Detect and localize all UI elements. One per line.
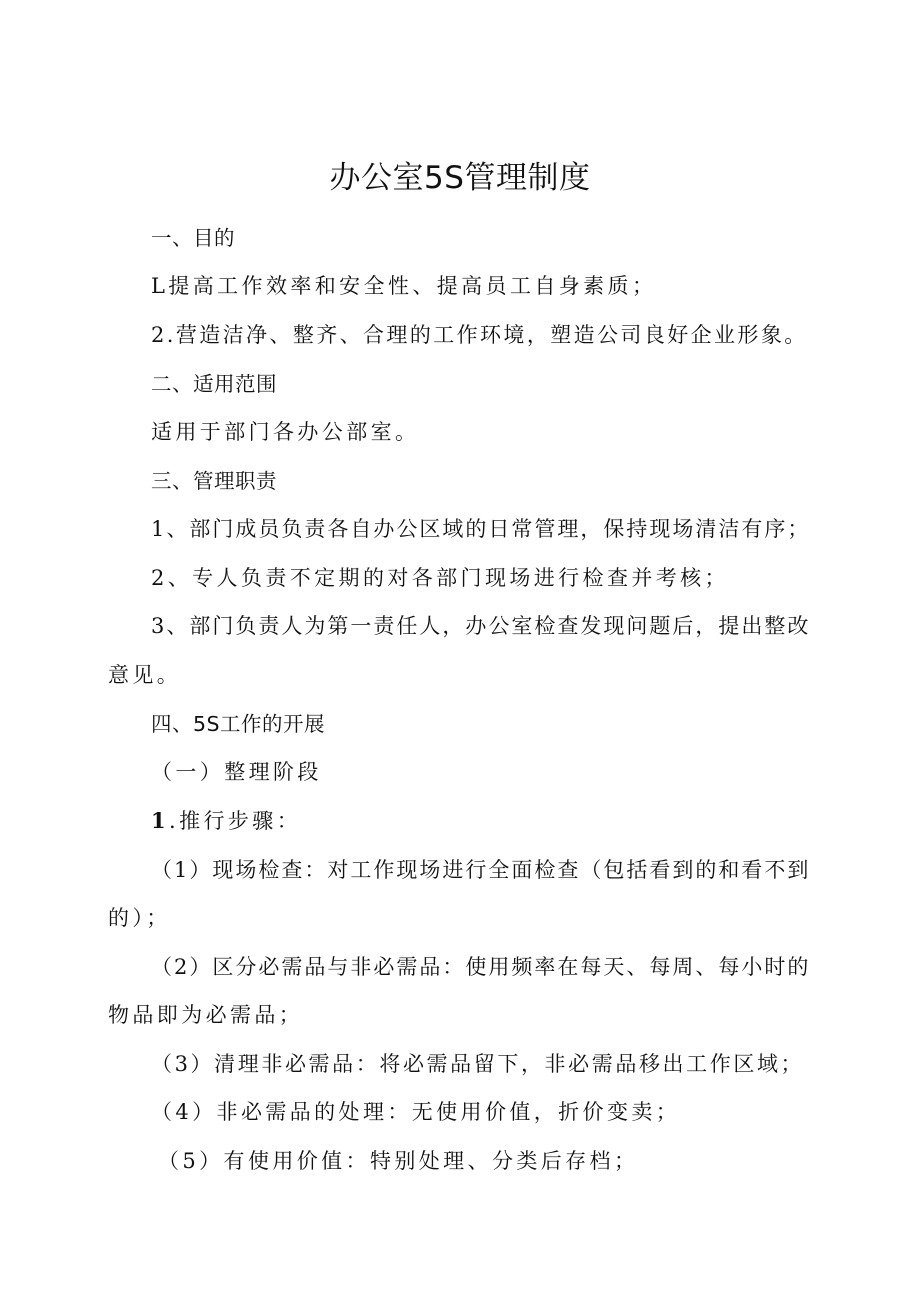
duties-item-2: 2、专人负责不定期的对各部门现场进行检查并考核； <box>151 566 729 590</box>
duties-item-1: 1、部门成员负责各自办公区域的日常管理，保持现场清洁有序； <box>151 517 811 541</box>
section-heading-duties: 三、管理职责 <box>151 469 277 493</box>
purpose-item-1: L提高工作效率和安全性、提高员工自身素质； <box>151 274 657 298</box>
steps-label-number: 1 <box>151 808 170 833</box>
scope-text: 适用于部门各办公部室。 <box>151 420 420 444</box>
steps-label-text: .推行步骤： <box>169 809 302 833</box>
step-line-1: （1）现场检查：对工作现场进行全面检查（包括看到的和看不到 <box>151 858 811 882</box>
step-line-2: （2）区分必需品与非必需品：使用频率在每天、每周、每小时的 <box>151 955 811 979</box>
section-heading-purpose: 一、目的 <box>151 226 235 250</box>
document-title: 办公室5S管理制度 <box>329 160 591 196</box>
section-heading-scope: 二、适用范围 <box>151 372 277 396</box>
purpose-item-2: 2.营造洁净、整齐、合理的工作环境，塑造公司良好企业形象。 <box>151 323 808 347</box>
step-line-3: （3）清理非必需品：将必需品留下，非必需品移出工作区域； <box>151 1052 805 1076</box>
duties-item-3-continued: 意见。 <box>108 663 182 687</box>
step-line-2-continued: 物品即为必需品； <box>108 1003 304 1027</box>
section-heading-work: 四、5S工作的开展 <box>151 712 326 736</box>
step-line-1-continued: 的）； <box>108 906 171 930</box>
step-line-5: （5）有使用价值：特别处理、分类后存档； <box>158 1149 639 1173</box>
step-line-4: （4）非必需品的处理：无使用价值，折价变卖； <box>151 1100 681 1124</box>
phase-heading-sort: （一）整理阶段 <box>151 760 322 784</box>
steps-label <box>151 806 301 836</box>
duties-item-3: 3、部门负责人为第一责任人，办公室检查发现问题后，提出整改 <box>151 614 811 638</box>
